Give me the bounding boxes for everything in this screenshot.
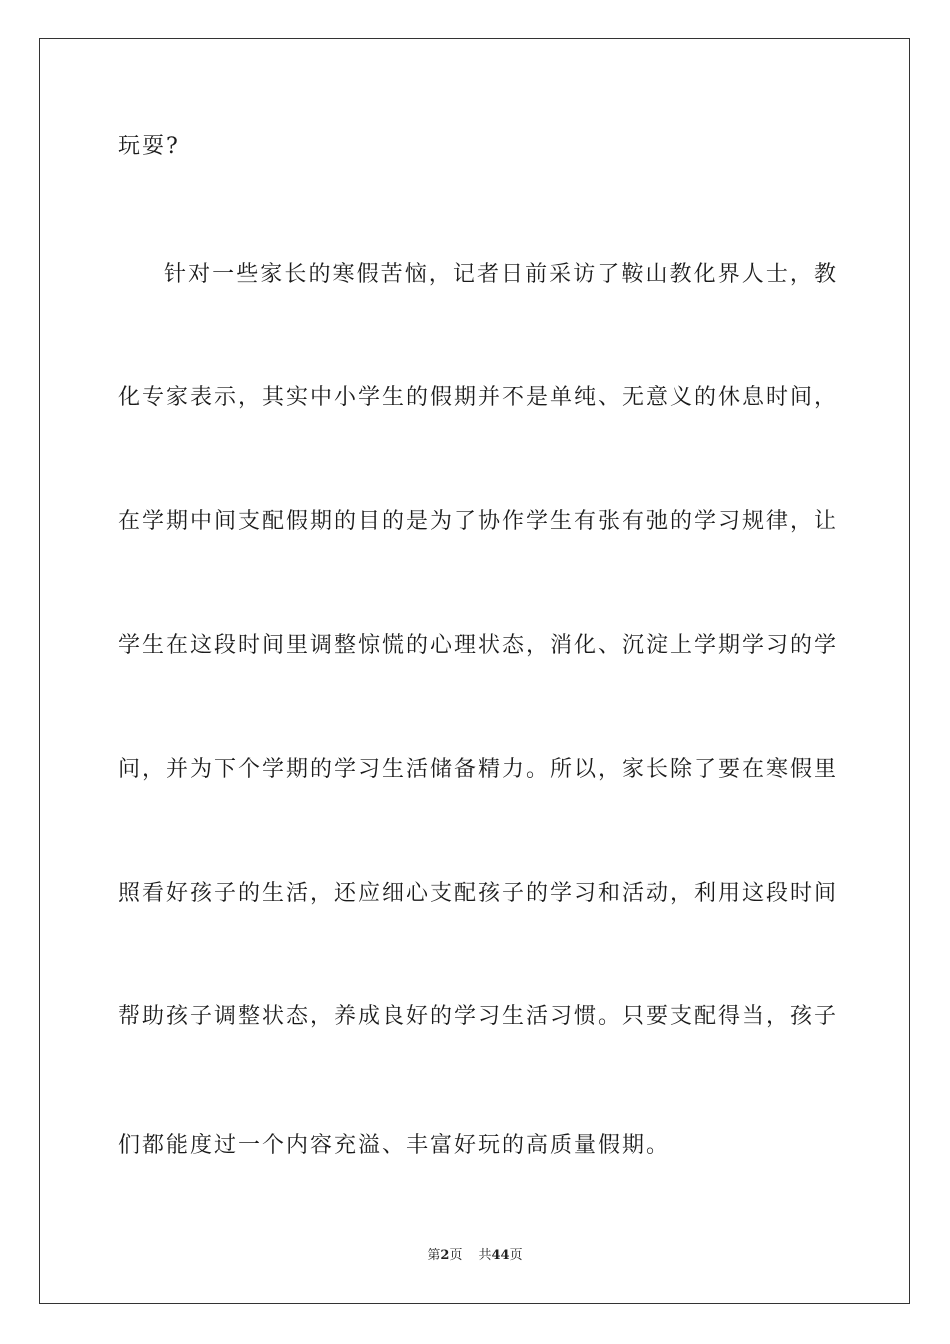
total-pages: 44 (491, 1248, 510, 1263)
text-line-9: 们都能度过一个内容充溢、丰富好玩的高质量假期。 (118, 1133, 671, 1158)
text-line-8: 帮助孩子调整状态，养成良好的学习生活习惯。只要支配得当，孩子 (118, 1004, 839, 1029)
text-line-6: 问，并为下个学期的学习生活储备精力。所以，家长除了要在寒假里 (118, 757, 839, 782)
text-line-7: 照看好孩子的生活，还应细心支配孩子的学习和活动，利用这段时间 (118, 881, 839, 906)
page-suffix: 页 (449, 1248, 463, 1263)
page-footer (0, 1247, 950, 1265)
total-prefix: 共 (478, 1248, 492, 1263)
page-prefix: 第 (427, 1248, 441, 1263)
text-line-4: 在学期中间支配假期的目的是为了协作学生有张有弛的学习规律，让 (118, 509, 839, 534)
text-line-5: 学生在这段时间里调整惊慌的心理状态，消化、沉淀上学期学习的学 (118, 633, 839, 658)
text-line-3: 化专家表示，其实中小学生的假期并不是单纯、无意义的休息时间， (118, 385, 839, 410)
page-border (39, 38, 910, 1304)
total-suffix: 页 (509, 1248, 523, 1263)
text-line-2: 针对一些家长的寒假苦恼，记者日前采访了鞍山教化界人士，教 (164, 262, 838, 287)
page-number: 2 (440, 1248, 450, 1263)
text-line-1: 玩耍? (118, 134, 180, 159)
